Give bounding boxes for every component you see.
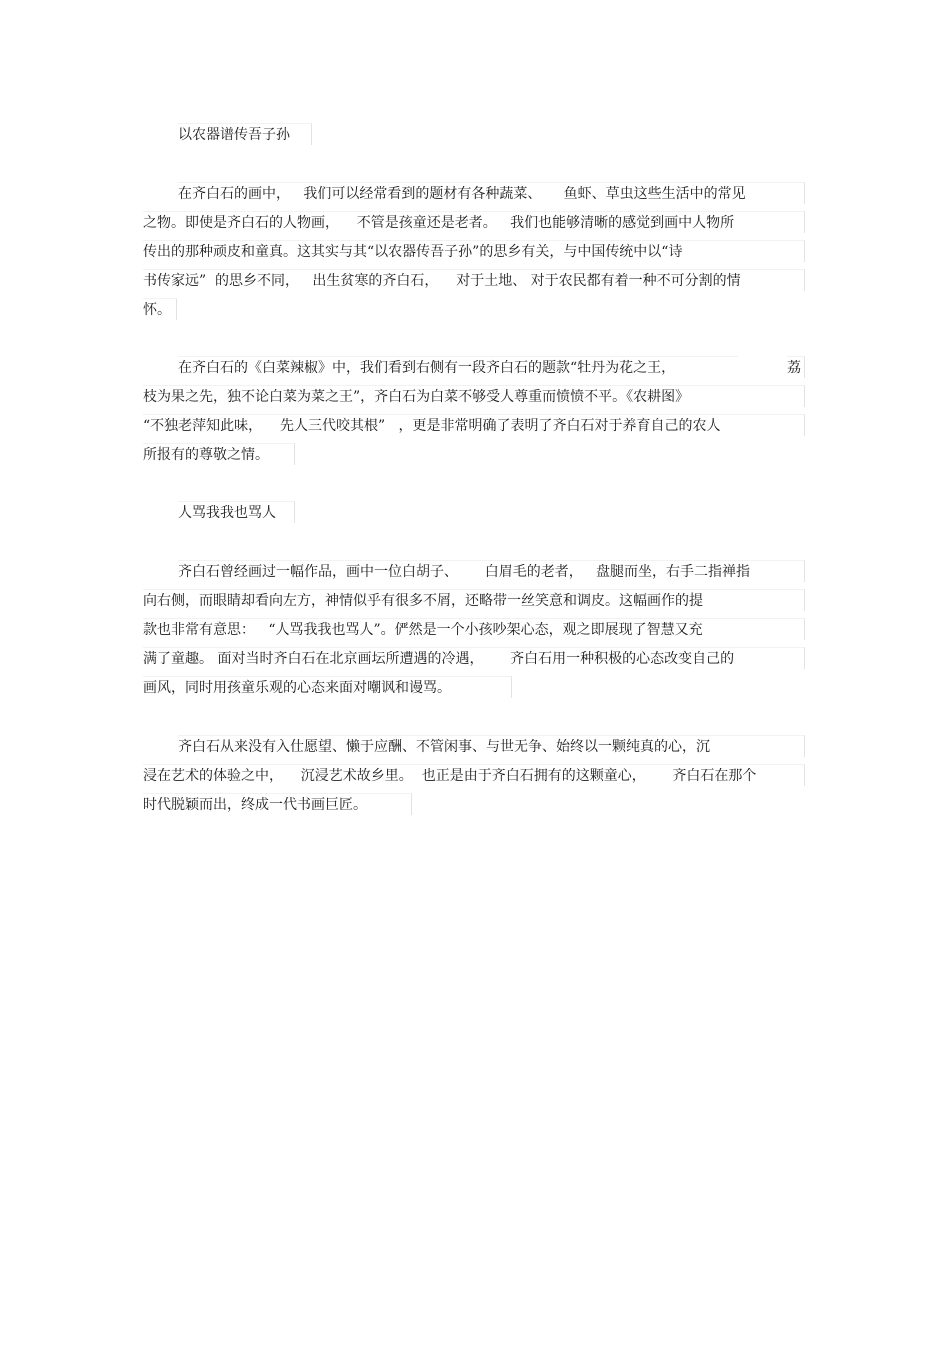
paragraph-2-line-4: 所报有的尊敬之情。 <box>143 443 295 465</box>
paragraph-3-line-1: 齐白石曾经画过一幅作品，画中一位白胡子、 白眉毛的老者， 盘腿而坐，右手二指禅指 <box>178 560 805 582</box>
paragraph-1-line-1: 在齐白石的画中， 我们可以经常看到的题材有各种蔬菜、 鱼虾、草虫这些生活中的常见 <box>178 182 805 204</box>
paragraph-1-line-5: 怀。 <box>143 298 177 320</box>
paragraph-3-line-3: 款也非常有意思： “人骂我我也骂人”。俨然是一个小孩吵架心态，观之即展现了智慧又充 <box>143 618 805 640</box>
paragraph-4-line-1: 齐白石从来没有入仕愿望、懒于应酬、不管闲事、与世无争、始终以一颗纯真的心，沉 <box>178 735 805 757</box>
paragraph-3-line-5: 画风，同时用孩童乐观的心态来面对嘲讽和谩骂。 <box>143 676 512 698</box>
section-heading-1: 以农器谱传吾子孙 <box>178 123 312 145</box>
paragraph-4-line-3: 时代脱颖而出，终成一代书画巨匠。 <box>143 793 412 815</box>
paragraph-1-line-3: 传出的那种顽皮和童真。这其实与其“以农器传吾子孙”的思乡有关，与中国传统中以“诗 <box>143 240 805 262</box>
paragraph-2-line-1-end: 荔 <box>787 356 805 378</box>
paragraph-4-line-2: 浸在艺术的体验之中， 沉浸艺术故乡里。 也正是由于齐白石拥有的这颗童心， 齐白石在那个 <box>143 764 805 786</box>
paragraph-3-line-4: 满了童趣。 面对当时齐白石在北京画坛所遭遇的冷遇， 齐白石用一种积极的心态改变自己的 <box>143 647 805 669</box>
paragraph-1-line-4: 书传家远” 的思乡不同， 出生贫寒的齐白石， 对于土地、 对于农民都有着一种不可分割的情 <box>143 269 805 291</box>
paragraph-2-line-1: 在齐白石的《白菜辣椒》中，我们看到右侧有一段齐白石的题款“牡丹为花之王， <box>178 356 738 378</box>
section-heading-2: 人骂我我也骂人 <box>178 501 295 523</box>
paragraph-1-line-2: 之物。即使是齐白石的人物画， 不管是孩童还是老者。 我们也能够清晰的感觉到画中人物所 <box>143 211 805 233</box>
paragraph-2-line-3: “不独老萍知此味， 先人三代咬其根” ，更是非常明确了表明了齐白石对于养育自己的农人 <box>143 414 805 436</box>
paragraph-2-line-2: 枝为果之先，独不论白菜为菜之王”，齐白石为白菜不够受人尊重而愤愤不平。《农耕图》 <box>143 385 805 407</box>
paragraph-3-line-2: 向右侧，而眼睛却看向左方，神情似乎有很多不屑，还略带一丝笑意和调皮。这幅画作的提 <box>143 589 805 611</box>
